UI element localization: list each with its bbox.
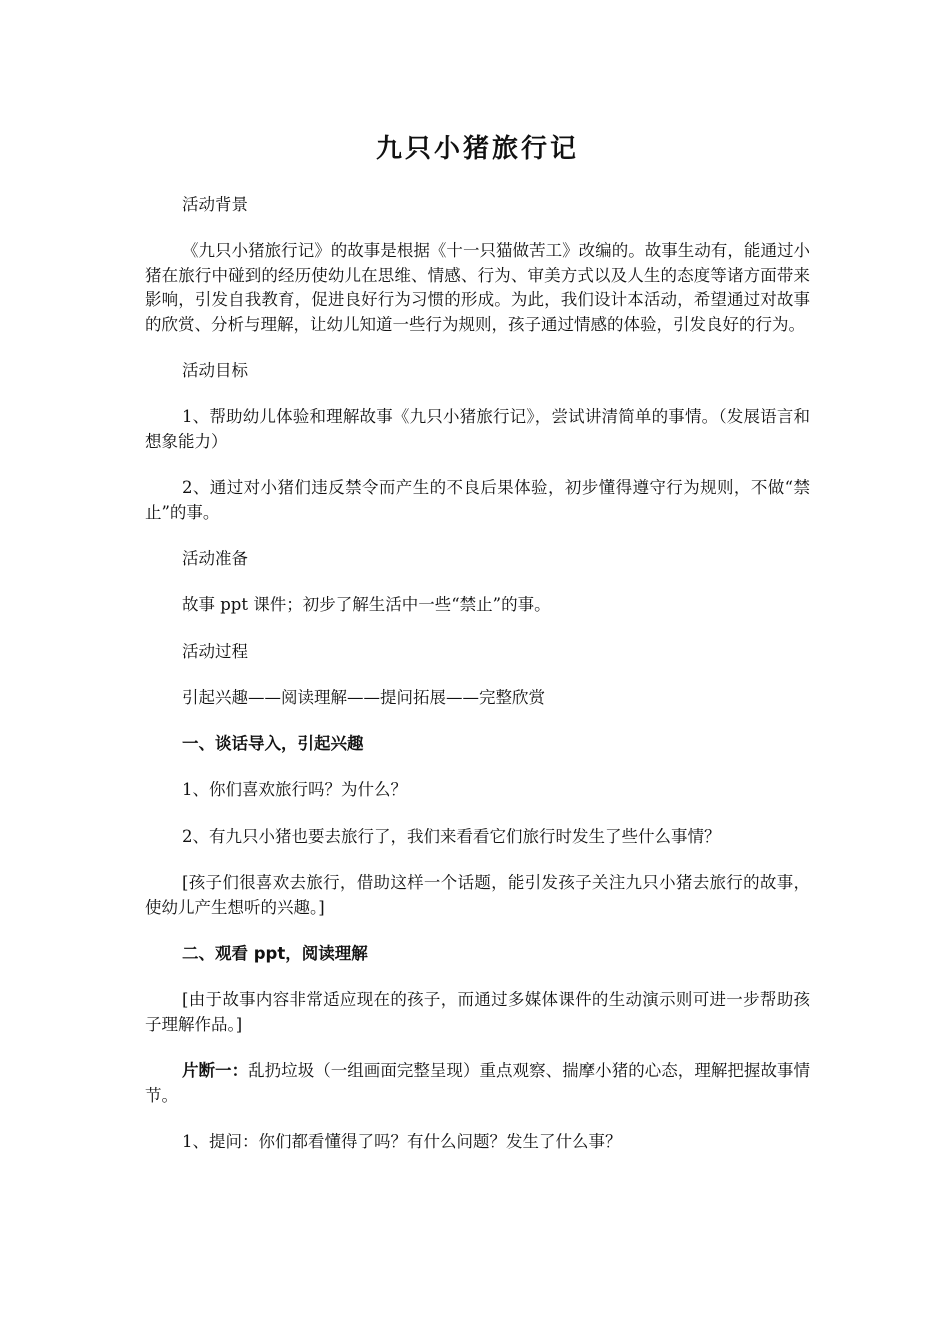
document-title: 九只小猪旅行记 (375, 134, 579, 164)
segment1-paragraph (145, 1059, 810, 1108)
goal-item-1: 1、帮助幼儿体验和理解故事《九只小猪旅行记》，尝试讲清简单的事情。（发展语言和想象能力） (145, 407, 810, 451)
part2-heading: 二、观看 ppt，阅读理解 (182, 944, 368, 963)
goal-item-2: 2、通过对小猪们违反禁令而产生的不良后果体验，初步懂得遵守行为规则，不做“禁止”的事。 (145, 478, 810, 522)
process-heading: 活动过程 (182, 641, 248, 661)
segment1-lead: 片断一： (182, 1061, 249, 1080)
document-page (145, 128, 810, 1177)
part1-question-1: 1、你们喜欢旅行吗？为什么？ (182, 780, 407, 799)
prep-paragraph: 故事 ppt 课件；初步了解生活中一些“禁止”的事。 (182, 595, 551, 614)
part2-note: [由于故事内容非常适应现在的孩子，而通过多媒体课件的生动演示则可进一步帮助孩子理解作品。] (145, 990, 810, 1034)
part1-note: [孩子们很喜欢去旅行，借助这样一个话题，能引发孩子关注九只小猪去旅行的故事，使幼儿产生想听的兴趣。] (145, 873, 810, 917)
process-flow: 引起兴趣——阅读理解——提问拓展——完整欣赏 (182, 687, 545, 707)
segment1-text: 乱扔垃圾（一组画面完整呈现）重点观察、揣摩小猪的心态，理解把握故事情节。 (145, 1061, 811, 1105)
part1-heading: 一、谈话导入，引起兴趣 (182, 734, 364, 753)
prep-heading: 活动准备 (182, 549, 248, 568)
segment1-question-1: 1、提问：你们都看懂得了吗？有什么问题？发生了什么事？ (182, 1132, 622, 1151)
part1-question-2: 2、有九只小猪也要去旅行了，我们来看看它们旅行时发生了些什么事情？ (182, 826, 721, 846)
background-heading: 活动背景 (182, 195, 248, 214)
goals-heading: 活动目标 (182, 361, 248, 380)
background-paragraph: 《九只小猪旅行记》的故事是根据《十一只猫做苦工》改编的。故事生动有，能通过小猪在旅行中碰到的经历使幼儿在思维、情感、行为、审美方式以及人生的态度等诸方面带来影响，引发自我教育，促进良好行为习惯的形成。为此，我们设计本活动，希望通过对故事的欣赏、分析与理解，让幼儿知道一些行为规则，孩子通过情感的体验，引发良好的行为。 (145, 241, 810, 334)
